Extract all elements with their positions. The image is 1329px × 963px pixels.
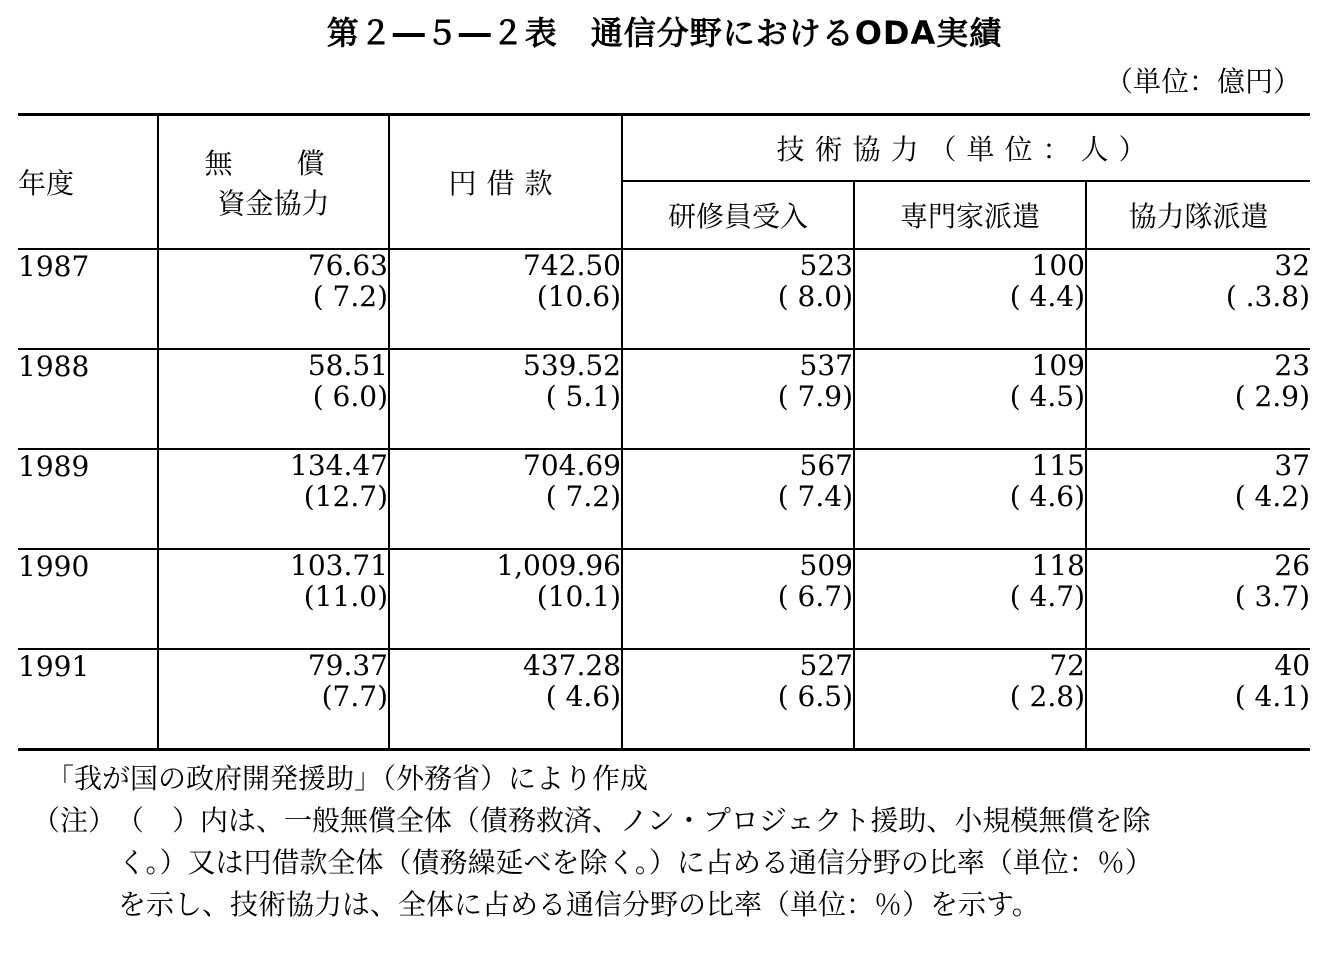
experts-cell (854, 449, 1086, 549)
experts-pct: ( 4.7) (1009, 580, 1085, 613)
volunteers-pct: ( 2.9) (1234, 380, 1311, 413)
header-experts: 専門家派遣 (854, 181, 1086, 249)
grant-value: 134.47 (290, 449, 388, 482)
loan-pct: ( 7.2) (545, 480, 621, 513)
experts-pct: ( 4.5) (1009, 380, 1085, 413)
loan-value: 539.52 (523, 349, 621, 382)
experts-cell (854, 249, 1086, 349)
volunteers-pct: ( 4.2) (1234, 480, 1311, 513)
grant-pct: (12.7) (303, 480, 388, 513)
table-row (18, 649, 1310, 750)
loan-pct: (10.1) (536, 580, 621, 613)
volunteers-cell (1086, 649, 1310, 750)
volunteers-value: 40 (1274, 649, 1311, 682)
loan-cell (389, 449, 622, 549)
experts-cell (854, 349, 1086, 449)
trainees-value: 509 (799, 549, 853, 582)
grant-pct: ( 7.2) (312, 280, 388, 313)
year-cell: 1987 (18, 249, 158, 349)
table-row (18, 549, 1310, 649)
year-cell: 1989 (18, 449, 158, 549)
volunteers-cell (1086, 349, 1310, 449)
loan-cell (389, 349, 622, 449)
loan-pct: ( 5.1) (545, 380, 621, 413)
header-grant-line1: 無 償 (204, 147, 343, 180)
trainees-pct: ( 6.5) (777, 680, 853, 713)
volunteers-pct: ( 3.7) (1234, 580, 1311, 613)
grant-cell (158, 649, 389, 750)
trainees-value: 527 (799, 649, 853, 682)
unit-label: （単位：億円） (1104, 65, 1301, 98)
trainees-value: 567 (799, 449, 853, 482)
header-grant-line2: 資金協力 (217, 187, 330, 220)
trainees-cell (622, 349, 854, 449)
grant-cell (158, 349, 389, 449)
grant-value: 76.63 (307, 249, 388, 282)
loan-value: 742.50 (523, 249, 621, 282)
year-cell: 1990 (18, 549, 158, 649)
volunteers-value: 26 (1274, 549, 1311, 582)
trainees-pct: ( 7.4) (777, 480, 853, 513)
volunteers-value: 37 (1274, 449, 1311, 482)
loan-value: 1,009.96 (496, 549, 621, 582)
experts-value: 100 (1031, 249, 1085, 282)
header-loan: 円借款 (389, 115, 622, 250)
note-row (32, 800, 1306, 842)
note-line-2: く。）又は円借款全体（債務繰延べを除く。）に占める通信分野の比率（単位：％） (118, 846, 1153, 879)
trainees-cell (622, 249, 854, 349)
grant-pct: ( 6.0) (312, 380, 388, 413)
trainees-pct: ( 8.0) (777, 280, 853, 313)
volunteers-cell (1086, 549, 1310, 649)
trainees-pct: ( 6.7) (777, 580, 853, 613)
grant-cell (158, 449, 389, 549)
table-row (18, 349, 1310, 449)
header-tech-group: 技術協力（単位：人） (622, 115, 1310, 182)
source-note: 「我が国の政府開発援助」（外務省）により作成 (46, 762, 649, 795)
header-volunteers: 協力隊派遣 (1086, 181, 1310, 249)
grant-pct: (11.0) (303, 580, 388, 613)
grant-pct: (7.7) (321, 680, 388, 713)
note-label: （注） (32, 804, 117, 837)
loan-value: 704.69 (523, 449, 621, 482)
experts-pct: ( 4.4) (1009, 280, 1085, 313)
header-trainees: 研修員受入 (622, 181, 854, 249)
header-grant (158, 115, 389, 250)
grant-cell (158, 249, 389, 349)
volunteers-value: 23 (1274, 349, 1311, 382)
experts-cell (854, 649, 1086, 750)
year-cell: 1991 (18, 649, 158, 750)
experts-value: 118 (1031, 549, 1085, 582)
note-line-3: を示し、技術協力は、全体に占める通信分野の比率（単位：％）を示す。 (118, 888, 1040, 921)
grant-value: 103.71 (290, 549, 388, 582)
oda-table (18, 113, 1310, 751)
loan-cell (389, 549, 622, 649)
loan-value: 437.28 (523, 649, 621, 682)
trainees-value: 537 (799, 349, 853, 382)
grant-value: 58.51 (307, 349, 388, 382)
notes-block (32, 758, 1306, 926)
year-cell: 1988 (18, 349, 158, 449)
loan-cell (389, 649, 622, 750)
header-year: 年度 (18, 115, 158, 250)
experts-value: 72 (1049, 649, 1085, 682)
experts-cell (854, 549, 1086, 649)
volunteers-pct: ( .3.8) (1225, 280, 1311, 313)
experts-value: 109 (1031, 349, 1085, 382)
page-title: 第２―５―２表 通信分野におけるODA実績 (326, 14, 1003, 52)
grant-cell (158, 549, 389, 649)
volunteers-cell (1086, 249, 1310, 349)
trainees-pct: ( 7.9) (777, 380, 853, 413)
loan-pct: ( 4.6) (545, 680, 621, 713)
experts-pct: ( 4.6) (1009, 480, 1085, 513)
trainees-cell (622, 549, 854, 649)
volunteers-value: 32 (1274, 249, 1311, 282)
trainees-value: 523 (799, 249, 853, 282)
experts-pct: ( 2.8) (1009, 680, 1085, 713)
loan-pct: (10.6) (536, 280, 621, 313)
grant-value: 79.37 (307, 649, 388, 682)
experts-value: 115 (1031, 449, 1085, 482)
loan-cell (389, 249, 622, 349)
table-row (18, 449, 1310, 549)
volunteers-pct: ( 4.1) (1234, 680, 1311, 713)
trainees-cell (622, 649, 854, 750)
volunteers-cell (1086, 449, 1310, 549)
trainees-cell (622, 449, 854, 549)
note-line-1: （ ）内は、一般無償全体（債務救済、ノン・プロジェクト援助、小規模無償を除 (116, 804, 1151, 837)
table-row (18, 249, 1310, 349)
